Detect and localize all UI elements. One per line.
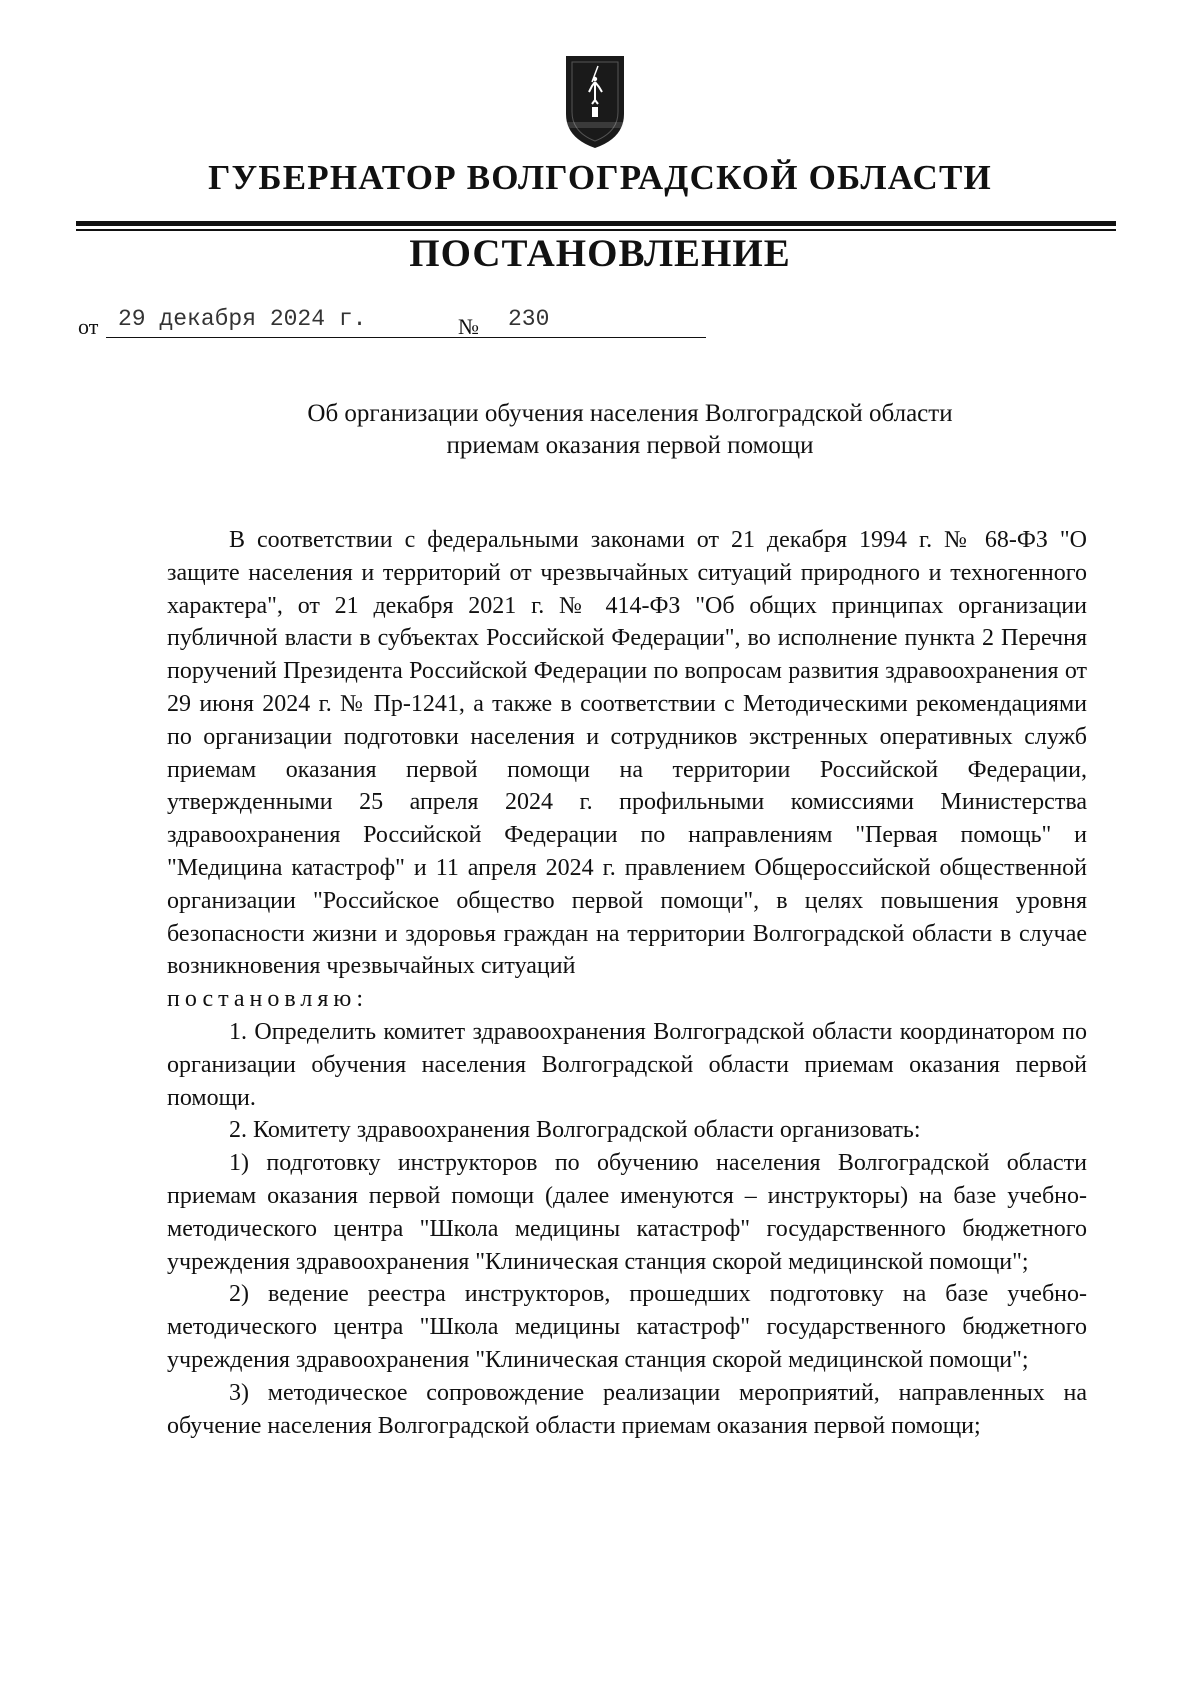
clause-1: 1. Определить комитет здравоохранения Волгоградской области координатором по организации обучения населения Волгоградской области приемам оказания первой помощи.: [167, 1018, 1087, 1111]
document-type-title: ПОСТАНОВЛЕНИЕ: [409, 232, 791, 275]
document-subject: [0, 398, 1200, 462]
preamble-paragraph: В соответствии с федеральными законами от 21 декабря 1994 г. № 68-ФЗ "О защите населения и территорий от чрезвычайных ситуаций природного и техногенного характера", от 21 декабря 2021 г. № 414-ФЗ "Об общих принципах организации публичной власти в субъектах Российской Федерации", во исполнение пункта 2 Перечня поручений Президента Российской Федерации по вопросам развития здравоохранения от 29 июня 2024 г. № Пр-1241, а также в соответствии с Методическими рекомендациями по организации подготовки населения и сотрудников экстренных оперативных служб приемам оказания первой помощи на территории Российской Федерации, утвержденными 25 апреля 2024 г. профильными комиссиями Министерства здравоохранения Российской Федерации по направлениям "Первая помощь" и "Медицина катастроф" и 11 апреля 2024 г. правлением Общероссийской общественной организации "Российское общество первой помощи", в целях повышения уровня безопасности жизни и здоровья граждан на территории Волгоградской области в случае возникновения чрезвычайных ситуаций: [167, 527, 1087, 980]
header-divider: [76, 221, 1116, 226]
clause-2-subitem-1: 1) подготовку инструкторов по обучению населения Волгоградской области приемам оказания первой помощи (далее именуются – инструкторы) на базе учебно-методического центра "Школа медицины катастроф" государственного бюджетного учреждения здравоохранения "Клиническая станция скорой медицинской помощи";: [167, 1150, 1087, 1275]
subject-line-1: Об организации обучения населения Волгоградской области: [307, 400, 953, 427]
number-value: 230: [508, 306, 550, 332]
coat-of-arms-icon: [562, 52, 628, 150]
number-label: №: [458, 314, 479, 339]
issuing-authority: ГУБЕРНАТОР ВОЛГОГРАДСКОЙ ОБЛАСТИ: [208, 158, 992, 197]
clause-2-subitem-3: 3) методическое сопровождение реализации мероприятий, направленных на обучение населения Волгоградской области приемам оказания первой помощи;: [167, 1379, 1087, 1439]
document-body: [167, 524, 1087, 1442]
subject-line-2: приемам оказания первой помощи: [446, 432, 814, 459]
date-value: 29 декабря 2024 г.: [118, 306, 367, 332]
date-label: от: [78, 314, 99, 339]
number-underline: [484, 337, 706, 338]
decree-word: постановляю:: [167, 986, 368, 1013]
clause-2: 2. Комитету здравоохранения Волгоградской области организовать:: [229, 1117, 921, 1144]
clause-2-subitem-2: 2) ведение реестра инструкторов, прошедших подготовку на базе учебно-методического центра "Школа медицины катастроф" государственного бюджетного учреждения здравоохранения "Клиническая станция скорой медицинской помощи";: [167, 1281, 1087, 1373]
